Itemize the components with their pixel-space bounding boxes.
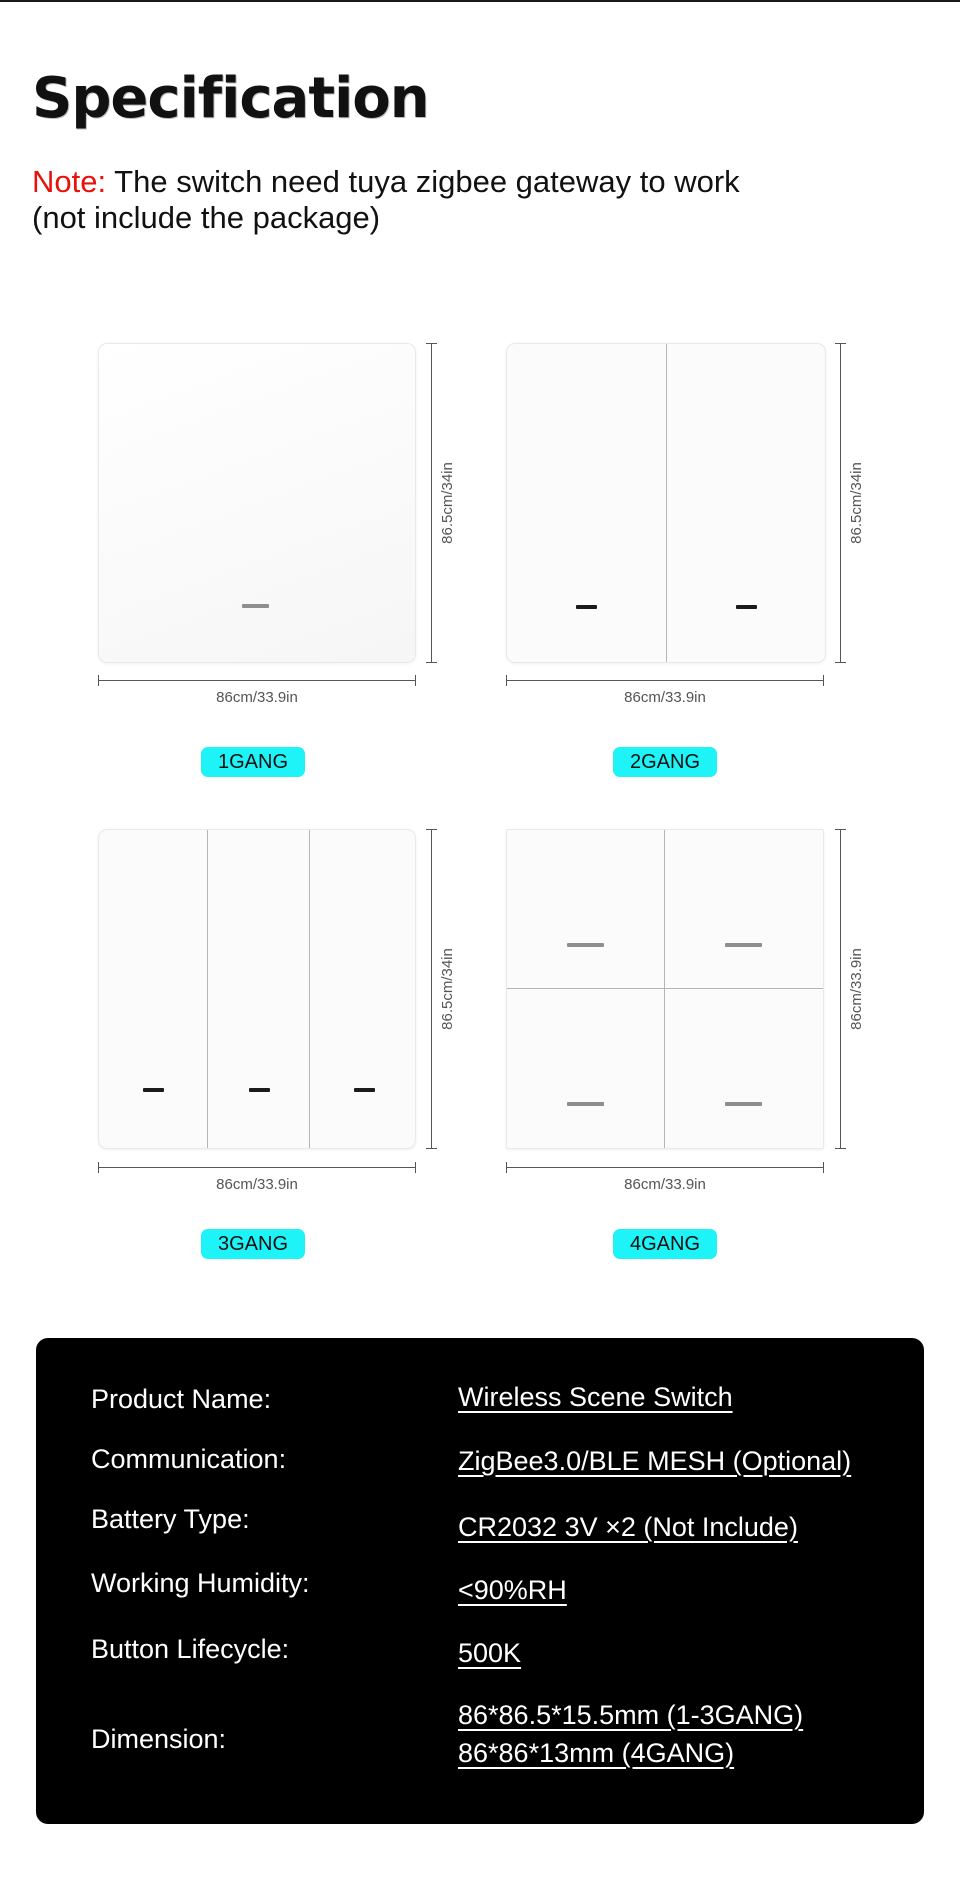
button-divider xyxy=(507,988,823,989)
spec-label-communication: Communication: xyxy=(91,1444,287,1474)
width-label: 86cm/33.9in xyxy=(624,1176,706,1193)
width-label: 86cm/33.9in xyxy=(216,689,298,706)
button-divider xyxy=(664,830,665,1148)
led-indicator xyxy=(725,943,762,947)
spec-label-dimension: Dimension: xyxy=(91,1724,227,1754)
height-dimension-line xyxy=(840,343,841,663)
height-dimension-line xyxy=(431,343,432,663)
spec-table xyxy=(36,1338,924,1824)
height-label: 86.5cm/34in xyxy=(439,948,456,1030)
width-label: 86cm/33.9in xyxy=(216,1176,298,1193)
led-indicator xyxy=(242,604,269,608)
spec-label-product-name: Product Name: xyxy=(91,1384,272,1414)
led-indicator xyxy=(736,605,757,609)
top-rule xyxy=(0,0,960,2)
width-dimension-line xyxy=(506,1167,824,1168)
switch-panel-3gang xyxy=(98,829,416,1149)
led-indicator xyxy=(725,1102,762,1106)
led-indicator xyxy=(567,1102,604,1106)
spec-value-dimension-4gang: 86*86*13mm (4GANG) xyxy=(458,1738,735,1768)
height-label: 86cm/33.9in xyxy=(848,948,865,1030)
spec-value-product-name: Wireless Scene Switch xyxy=(458,1382,733,1412)
spec-value-button-lifecycle: 500K xyxy=(458,1638,522,1668)
page-title: Specification xyxy=(32,66,429,131)
gang-badge: 1GANG xyxy=(201,747,305,777)
gang-badge: 3GANG xyxy=(201,1229,305,1259)
switch-panel-2gang xyxy=(506,343,826,663)
spec-label-battery-type: Battery Type: xyxy=(91,1504,250,1534)
height-dimension-line xyxy=(840,829,841,1149)
spec-value-working-humidity: <90%RH xyxy=(458,1575,567,1605)
switch-panel-1gang xyxy=(98,343,416,663)
height-label: 86.5cm/34in xyxy=(848,462,865,544)
width-label: 86cm/33.9in xyxy=(624,689,706,706)
height-label: 86.5cm/34in xyxy=(439,462,456,544)
led-indicator xyxy=(143,1088,164,1092)
gang-badge: 4GANG xyxy=(613,1229,717,1259)
button-divider xyxy=(666,344,667,662)
spec-value-dimension-1-3gang: 86*86.5*15.5mm (1-3GANG) xyxy=(458,1700,804,1730)
spec-label-working-humidity: Working Humidity: xyxy=(91,1568,310,1598)
led-indicator xyxy=(354,1088,375,1092)
spec-value-battery-type: CR2032 3V ×2 (Not Include) xyxy=(458,1512,798,1542)
width-dimension-line xyxy=(98,1167,416,1168)
button-divider xyxy=(309,830,310,1148)
spec-value-communication: ZigBee3.0/BLE MESH (Optional) xyxy=(458,1446,852,1476)
led-indicator xyxy=(567,943,604,947)
gateway-note xyxy=(32,164,892,236)
led-indicator xyxy=(576,605,597,609)
spec-label-button-lifecycle: Button Lifecycle: xyxy=(91,1634,290,1664)
height-dimension-line xyxy=(431,829,432,1149)
led-indicator xyxy=(249,1088,270,1092)
button-divider xyxy=(207,830,208,1148)
gang-badge: 2GANG xyxy=(613,747,717,777)
width-dimension-line xyxy=(506,680,824,681)
note-line-2: (not include the package) xyxy=(32,200,381,235)
note-text: The switch need tuya zigbee gateway to work xyxy=(106,164,740,199)
spec-value-dimension xyxy=(458,1696,803,1772)
width-dimension-line xyxy=(98,680,416,681)
note-line-1 xyxy=(32,164,892,200)
switch-panel-4gang xyxy=(506,829,824,1149)
note-prefix: Note: xyxy=(32,164,107,199)
